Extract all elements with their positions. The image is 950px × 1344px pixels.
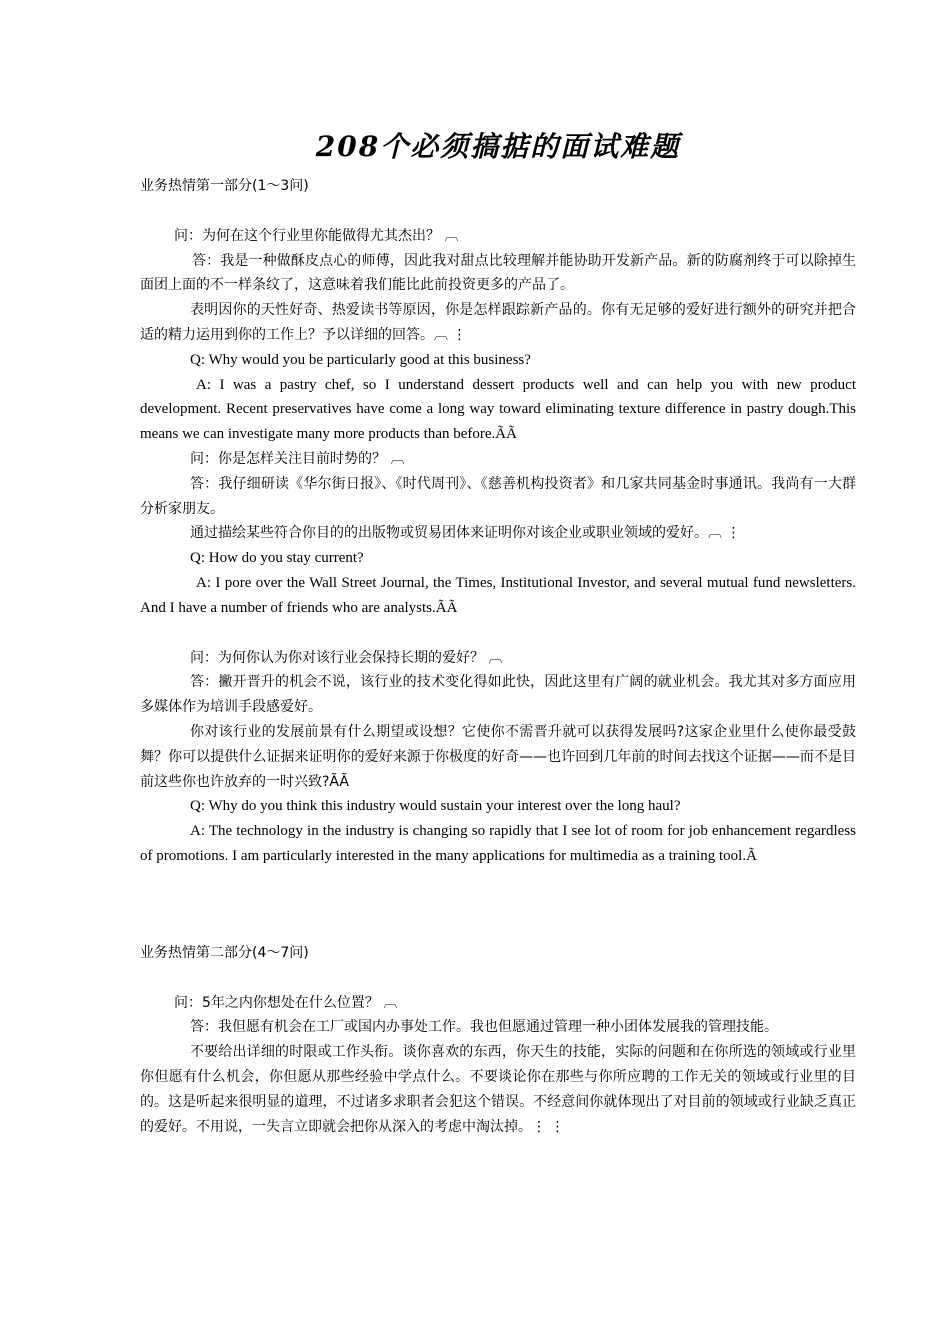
document-title: 208个必须搞掂的面试难题 — [315, 130, 681, 163]
answer-en: A: I was a pastry chef, so I understand dessert products well and can help you with new product development. Recent preservatives have come a long way toward eliminating texture difference in pastry dough.This means we can investigate many more products than before.ÃÃ — [140, 376, 856, 443]
question-zh: 问：5年之内你想处在什么位置？ ︹ — [174, 994, 398, 1011]
question-en: Q: Why would you be particularly good at this business? — [190, 351, 531, 368]
answer-zh: 答：我是一种做酥皮点心的师傅，因此我对甜点比较理解并能协助开发新产品。新的防腐剂终于可以除掉生面团上面的不一样条纹了，这意味着我们能比此前投资更多的产品了。 — [140, 252, 856, 294]
question-zh: 问：为何在这个行业里你能做得尤其杰出？ ︹ — [174, 227, 459, 244]
question-en: Q: How do you stay current? — [190, 550, 364, 567]
question-en: Q: Why do you think this industry would sustain your interest over the long haul? — [190, 798, 681, 815]
question-zh: 问：你是怎样关注目前时势的？ ︹ — [190, 450, 405, 467]
answer-zh: 答：我但愿有机会在工厂或国内办事处工作。我也但愿通过管理一种小团体发展我的管理技能。 — [190, 1019, 778, 1036]
section-heading: 业务热情第一部分(1～3问) — [140, 178, 309, 194]
tip-zh: 不要给出详细的时限或工作头衔。谈你喜欢的东西，你天生的技能，实际的问题和在你所选的领域或行业里你但愿有什么机会，你但愿从那些经验中学点什么。不要谈论你在那些与你所应聘的工作无关的领域或行业里的目的。这是听起来很明显的道理，不过诸多求职者会犯这个错误。不经意间你就体现出了对目前的领域或行业缺乏真正的爱好。不用说，一失言立即就会把你从深入的考虑中淘汰掉。⋮ ⋮ — [140, 1044, 856, 1135]
answer-zh: 答：我仔细研读《华尔街日报》、《时代周刊》、《慈善机构投资者》和几家共同基金时事通讯。我尚有一大群分析家朋友。 — [140, 475, 856, 517]
document-page — [140, 128, 856, 1139]
question-zh: 问：为何你认为你对该行业会保持长期的爱好？ ︹ — [190, 649, 503, 666]
tip-zh: 表明因你的天性好奇、热爱读书等原因，你是怎样跟踪新产品的。你有无足够的爱好进行额外的研究并把合适的精力运用到你的工作上？予以详细的回答。︹ ⋮ — [140, 302, 856, 343]
answer-en: A: The technology in the industry is changing so rapidly that I see lot of room for job enhancement regardless of promotions. I am particularly interested in the many applications for multimedia as a training tool.Ã — [140, 823, 856, 864]
answer-en: A: I pore over the Wall Street Journal, the Times, Institutional Investor, and several mutual fund newsletters. And I have a number of friends who are analysts.ÃÃ — [140, 574, 856, 616]
tip-zh: 你对该行业的发展前景有什么期望或设想？它使你不需晋升就可以获得发展吗?这家企业里什么使你最受鼓舞？你可以提供什么证据来证明你的爱好来源于你极度的好奇——也许回到几年前的时间去找这个证据——而不是目前这些你也许放弃的一时兴致?ÃÃ — [140, 723, 856, 790]
section-heading: 业务热情第二部分(4～7问) — [140, 944, 309, 961]
tip-zh: 通过描绘某些符合你目的的出版物或贸易团体来证明你对该企业或职业领域的爱好。︹ ⋮ — [190, 525, 741, 542]
answer-zh: 答：撇开晋升的机会不说，该行业的技术变化得如此快，因此这里有广阔的就业机会。我尤其对多方面应用多媒体作为培训手段感爱好。 — [140, 674, 856, 716]
